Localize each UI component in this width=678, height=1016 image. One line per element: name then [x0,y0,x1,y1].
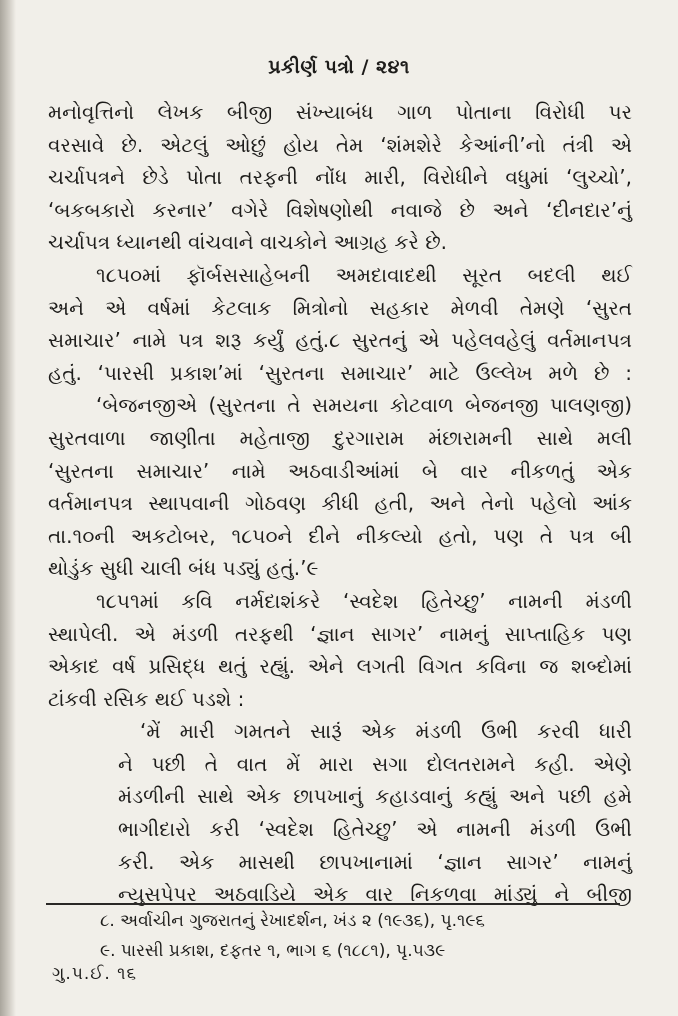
text-line: કરી. એક માસથી છાપખાનામાં ‘જ્ઞાન સાગર’ નામનું [118,849,632,874]
text-line: મનોવૃત્તિનો લેખક બીજી સંખ્યાબંધ ગાળ પોતાના વિરોધી પર [48,100,632,124]
paragraph [48,259,632,389]
signature-mark: ગુ.પ.ઈ. ૧૬ [52,964,138,984]
text-line: ૧૮૫૦માં ફૉર્બસસાહેબની અમદાવાદથી સૂરત બદલી થઈ [96,262,632,287]
text-line: એકાદ વર્ષ પ્રસિદ્ધ થતું રહ્યું. એને લગતી વિગત કવિના જ શબ્દોમાં [48,654,632,679]
text-line: વરસાવે છે. એટલું ઓછું હોય તેમ ‘શંમશેરે કેઆંની’નો તંત્રી એ [48,132,632,157]
running-header: પ્રકીર્ણ પત્રો / ૨૪૧ [268,56,410,78]
block-quote [48,715,632,911]
footnote: ૯. પારસી પ્રકાશ, દફતર ૧, ભાગ ૬ (૧૮૮૧), પૃ.૫૩૯ [100,941,446,961]
text-line: ન્યુસપેપર અઠવાડિયે એક વાર નિકળવા માંડ્યું ને બીજી [118,882,632,907]
paragraph [48,389,632,585]
text-line: ને પછી તે વાત મેં મારા સગા દોલતરામને કહી. એણે [118,751,632,776]
text-line: ૧૮૫૧માં કવિ નર્મદાશંકરે ‘સ્વદેશ હિતેચ્છુ’ નામની મંડળી [96,588,632,613]
page-body [48,96,632,911]
text-line: ‘સુરતના સમાચાર’ નામે અઠવાડીઆંમાં બે વાર નીકળતું એક [48,458,632,483]
text-line: ટાંકવી રસિક થઈ પડશે : [48,686,245,711]
text-line: ‘બેજનજીએ (સુરતના તે સમયના કોટવાળ બેજનજી પાલણજી) [96,393,632,418]
footnotes [100,906,620,966]
footnote-divider [46,903,620,905]
paragraph [48,96,632,259]
text-line: ‘મેં મારી ગમતને સારૂં એક મંડળી ઉભી કરવી ધારી [140,719,632,744]
text-line: સ્થાપેલી. એ મંડળી તરફથી ‘જ્ઞાન સાગર’ નામનું સાપ્તાહિક પણ [48,621,632,646]
text-line: ચર્ચાપત્રને છેડે પોતા તરફની નોંધ મારી, વિરોધીને વધુમાં ‘લુચ્ચો’, [48,165,632,190]
text-line: ભાગીદારો કરી ‘સ્વદેશ હિતેચ્છુ’ એ નામની મંડળી ઉભી [118,817,632,842]
text-line: મંડળીની સાથે એક છાપખાનું કહાડવાનું કહ્યું અને પછી હમે [118,784,632,809]
paragraph [48,585,632,715]
text-line: વર્તમાનપત્ર સ્થાપવાની ગોઠવણ કીધી હતી, અને તેનો પહેલો આંક [48,491,632,516]
text-line: હતું. ‘પારસી પ્રકાશ’માં ‘સુરતના સમાચાર’ માટે ઉલ્લેખ મળે છે : [48,360,632,385]
text-line: ‘બકબકારો કરનાર’ વગેરે વિશેષણોથી નવાજે છે અને ‘દીનદાર’નું [48,197,632,222]
text-line: ચર્ચાપત્ર ધ્યાનથી વાંચવાને વાચકોને આગ્રહ કરે છે. [48,230,448,255]
text-line: થોડુંક સુધી ચાલી બંધ પડ્યું હતું.’૯ [48,556,319,581]
text-line: અને એ વર્ષમાં કેટલાક મિત્રોનો સહકાર મેળવી તેમણે ‘સુરત [48,295,632,320]
text-line: સમાચાર’ નામે પત્ર શરૂ કર્યું હતું.૮ સુરતનું એ પહેલવહેલું વર્તમાનપત્ર [48,328,632,353]
binding-shadow [0,0,16,1016]
text-line: સુરતવાળા જાણીતા મહેતાજી દુરગારામ મંછારામની સાથે મલી [48,425,632,450]
text-line: તા.૧૦ની અકટોબર, ૧૮૫૦ને દીને નીકલ્યો હતો, પણ તે પત્ર બી [48,523,632,548]
footnote: ૮. અર્વાચીન ગુજરાતનું રેખાદર્શન, ખંડ ૨ (૧૯૩૬), પૃ.૧૯૬ [100,911,485,931]
